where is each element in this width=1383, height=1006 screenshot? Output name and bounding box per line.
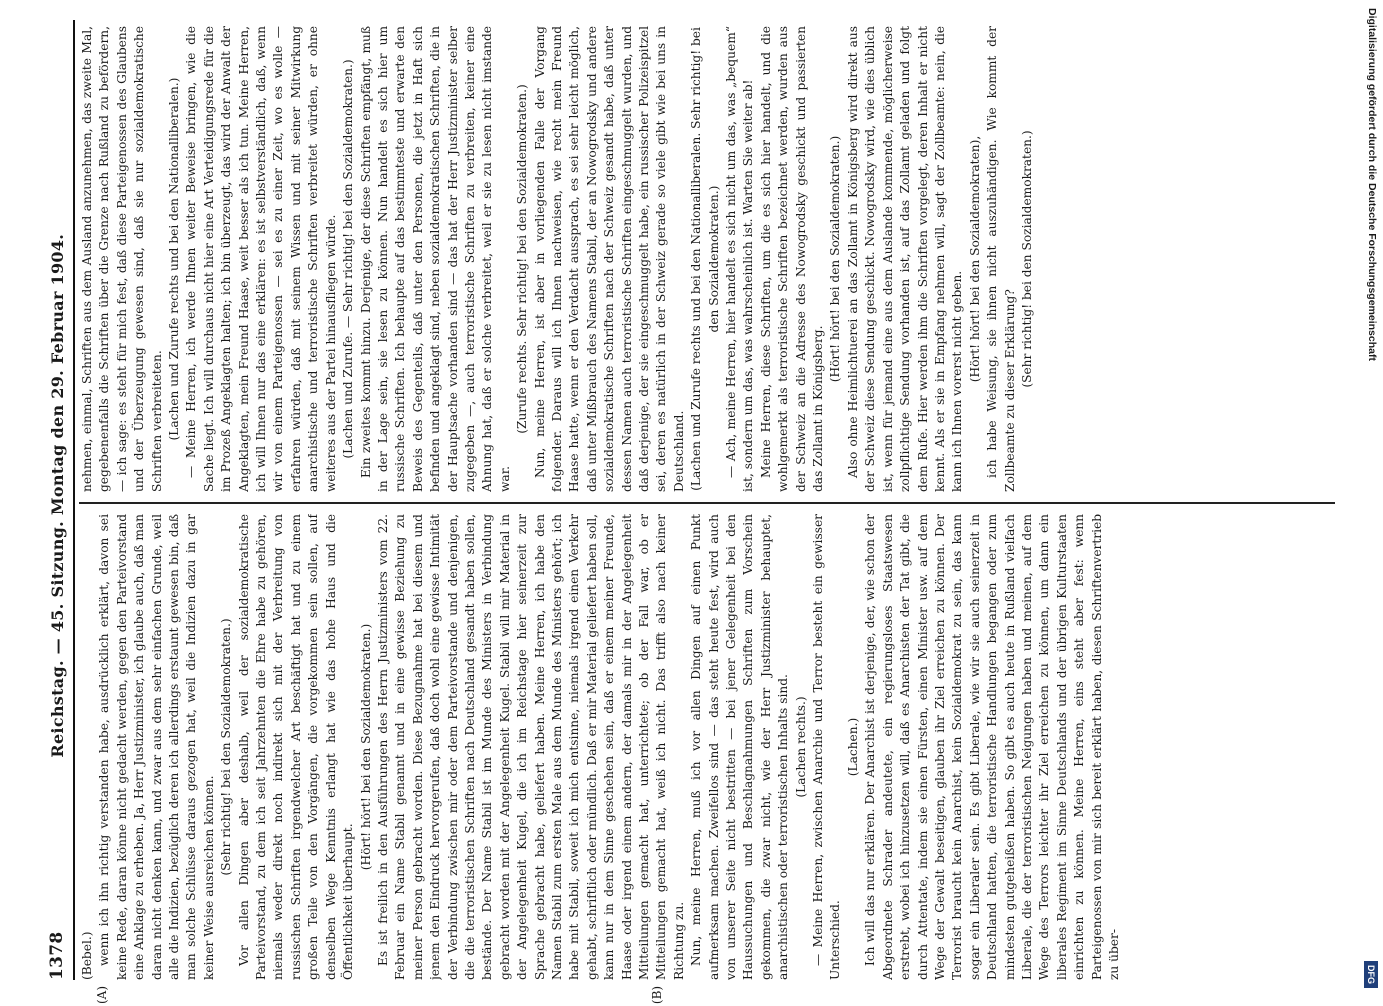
paragraph: (Bebel.) [80,931,94,980]
paragraph: nehmen, einmal, Schriften aus dem Ausland anzunehmen, das zweite Mal, gegebenenfalls die Schriften über die Grenze nach Rußland zu befördern, — ich sage: es steht für mich fest, daß diese Parteigenossen des Glaubens und der Überzeugung gewesen sind, daß sie nur sozialdemokratische Schriften verbreiteten. [80,26,164,492]
paragraph: wenn ich ihn richtig verstanden habe, ausdrücklich erklärt, davon sei keine Rede, daran könne nicht gedacht werden, gegen den Parteivorstand eine Anklage zu erheben. Ja, Herr Justizminister, ich glaube auch, daß man daran nicht denken kann, und zwar aus dem sehr einfachen Grunde, weil alle die Indizien, bezüglich deren ich allerdings erstaunt gewesen bin, daß man solche Schlüsse daraus gezogen hat, weil die Indizien dazu in gar keiner Weise ausreichen können. [97,514,216,980]
paragraph: Nun, meine Herren, muß ich vor allen Dingen auf einen Punkt aufmerksam machen. Zweifellos sind — das steht heute fest, wird auch von unserer Seite nicht bestritten — bei jener Gelegenheit bei den Haussuchungen und Beschlagnahmungen Schriften zum Vorschein gekommen, die zwar nicht, wie der Herr Justizminister behauptet, anarchistischen oder terroristischen Inhalts sind. [689,514,791,980]
interjection: (Hört! hört! bei den Sozialdemokraten.) [828,135,843,383]
paragraph: Vor allen Dingen aber deshalb, weil der sozialdemokratische Parteivorstand, zu dem ich seit Jahrzehnten die Ehre habe zu gehören, niemals weder direkt noch indirekt sich mit der Verbreitung von russischen Schriften irgendwelcher Art beschäftigt hat und zu einem großen Teile von den Vorgängen, die vorgekommen sein sollen, auf denselben Wege Kenntnis erlangt hat wie das hohe Haus und die Öffentlichkeit überhaupt. [236,514,356,980]
paragraph: — Meine Herren, zwischen Anarchie und Terror besteht ein gewisser Unterschied. [811,514,843,980]
paragraph: — Meine Herren, ich werde Ihnen weiter Beweise bringen, wie die Sache liegt. Ich will durchaus nicht hier eine Art Verteidigungsrede für die im Prozeß Angeklagten halten; ich bin überzeugt, das wird der Anwalt der Angeklagten, mein Freund Haase, weit besser als ich tun. Meine Herren, ich will Ihnen nur das eine erklären: es ist selbstverständlich, daß, wenn wir von einem Parteigenossen — sei es zu einer Zeit, wo es wolle — erfahren würden, daß mit seinem Wissen und mit seiner Mitwirkung anarchistische und terroristische Schriften verbreitet würden, er ohne weiteres aus der Partei hinausfliegen würde. [184,26,338,492]
page-number: 1378 [47,931,67,980]
digitization-caption [1362,8,1380,988]
margin-marker-a: (A) [95,985,109,1005]
interjection: (Sehr richtig! bei den Sozialdemokraten.) [219,618,234,876]
interjection: (Hört! hört! bei den Sozialdemokraten.) [358,623,373,871]
right-column [79,26,1335,492]
paragraph: Meine Herren, diese Schriften, um die es sich hier handelt, und die wohlgemerkt als terroristische Schriften bezeichnet werden, wurden aus der Schweiz an die Adresse des Nowogrodsky geschickt und passierten das Zollamt in Königsberg. [758,26,826,492]
margin-marker-b: (B) [650,985,664,1005]
rotated-page [45,20,1335,1005]
paragraph: Also ohne Heimlichtuerei an das Zollamt in Königsberg wird direkt aus der Schweiz diese Sendung geschickt. Nowogrodsky wird, wie dies üblich ist, wenn für jemand eine aus dem Auslande kommende, möglicherweise zollpflichtige Sendung vorhanden ist, auf das Zollamt geladen und folgt dem Rufe. Hier werden ihm die Schriften vorgelegt, deren Inhalt er nicht kennt. Als er sie in Empfang nehmen will, sagt der Zollbeamte: nein, die kann ich Ihnen vorerst nicht geben. [845,26,965,492]
interjection: (Zurufe rechts. Sehr richtig! bei den Sozialdemokraten.) [515,84,530,434]
interjection: (Sehr richtig! bei den Sozialdemokraten.) [1019,130,1034,388]
paragraph: ich habe Weisung, sie ihnen nicht auszuhändigen. Wie kommt der Zollbeamte zu dieser Erklärung? [985,26,1017,492]
interjection: (Lachen und Zurufe. — Sehr richtig! bei den Sozialdemokraten.) [341,59,356,459]
paragraph: Nun, meine Herren, ist aber in vorliegenden Falle der Vorgang folgender. Daraus will ich Ihnen nachweisen, wie recht mein Freund Haase hatte, wenn er den Verdacht aussprach, es sei sehr leicht möglich, daß unter Mißbrauch des Namens Stabil, der an Nowogrodsky und andere sozialdemokratische Schriften nach der Schweiz gesandt habe, daß unter dessen Namen auch terroristische Schriften eingeschmuggelt wurden, und daß derjenige, der sie eingeschmuggelt habe, ein russischer Polizeispitzel sei, deren es natürlich in der Schweiz gerade so viele gibt wie bei uns in Deutschland. [532,26,686,492]
dfg-logo: DFG [1364,961,1378,988]
header-rule [73,20,75,980]
interjection: (Lachen und Zurufe rechts und bei den Nationalliberalen. Sehr richtig! bei den Sozialdemokraten.) [689,27,721,491]
page-header [45,20,69,980]
column-divider [79,503,1335,505]
paragraph: Ich will das nur erklären. Der Anarchist ist derjenige, der, wie schon der Abgeordnete Schrader andeutete, ein regierungsloses Staatswesen erstrebt, wobei ich hinzusetzen will, daß es Anarchisten der Tat gibt, die durch Attentate, indem sie einen Fürsten, einen Minister usw. auf dem Wege der Gewalt beseitigen, glauben ihr Ziel erreichen zu können. Der Terrorist braucht kein Anarchist, kein Sozialdemokrat zu sein, das kann sogar ein Liberaler sein. Es gibt Liberale, wie wir sie auch seinerzeit in Deutschland hatten, die terroristische Handlungen begangen oder zum mindesten gutgeheißen haben. So gibt es auch heute in Rußland vielfach Liberale, die der terroristischen Neigungen haben und meinen, auf dem Wege des Terrors leichter ihr Ziel erreichen zu können, um dann ein liberales Regiment im Sinne Deutschlands und der übrigen Kulturstaaten einrichten zu können. Meine Herren, eins steht aber fest: wenn Parteigenossen von mir sich bereit erklärt haben, diesen Schriftenvertrieb zu über- [863,514,1121,980]
digitization-note: Digitalisierung gefördert durch die Deutsche Forschungsgemeinschaft [1366,8,1378,361]
interjection: (Lachen.) [845,717,860,777]
paragraph: Es ist freilich in den Ausführungen des Herrn Justizministers vom 22. Februar ein Name Stabil genannt und in eine gewisse Beziehung zu meiner Person gebracht worden. Diese Bezugnahme hat bei diesem und jenem den Eindruck hervorgerufen, daß doch wohl eine gewisse Intimität der Verbindung zwischen mir oder dem Parteivorstande und denjenigen, die die terroristischen Schriften nach Deutschland gesandt haben sollen, bestände. Der Name Stabil ist im Munde des Ministers in Verbindung gebracht worden mit der Angelegenheit Kugel. Stabil will mir Material in der Angelegenheit Kugel, die ich im Reichstage hier seinerzeit zur Sprache gebracht habe, geliefert haben. Meine Herren, ich habe den Namen Stabil zum ersten Male aus dem Munde des Ministers gehört; ich habe mit Stabil, soweit ich mich entsinne, niemals irgend einen Verkehr gehabt, schriftlich oder mündlich. Daß er mir Material geliefert haben soll, kann nur in dem Sinne geschehen sein, daß er einem meiner Freunde, Haase oder irgend einem andern, der damals mir in der Angelegenheit Mitteilungen gemacht hat, unterrichtete; ob der Fall war, ob er Mitteilungen gemacht hat, weiß ich nicht. Das trifft also nach keiner Richtung zu. [375,514,686,980]
page-title: Reichstag. — 45. Sitzung. Montag den 29. Februar 1904. [47,233,67,758]
interjection: (Lachen rechts.) [793,696,808,798]
left-column [79,514,1335,980]
paragraph: Ein zweites kommt hinzu. Derjenige, der diese Schriften empfängt, muß in der Lage sein, sie lesen zu können. Nun handelt es sich hier um russische Schriften. Ich behaupte auf das bestimmteste und erwarte den Beweis des Gegenteils, daß unter den Personen, die jetzt in Haft sich befinden und angeklagt sind, neben sozialdemokratischen Schriften, die in der Hauptsache vorhanden sind — das hat der Herr Justizminister selber zugegeben —, auch terroristische Schriften zu verbreiten, keiner eine Ahnung hat, daß er solche verbreitet, weil er sie zu lesen nicht imstande war. [358,26,512,492]
paragraph: — Ach, meine Herren, hier handelt es sich nicht um das, was „bequem“ ist, sondern um das, was wahrscheinlich ist. Warten Sie weiter ab! [724,26,756,492]
interjection: (Hört! hört! bei den Sozialdemokraten), [967,135,982,383]
interjection: (Lachen und Zurufe rechts und bei den Nationalliberalen.) [167,77,182,441]
